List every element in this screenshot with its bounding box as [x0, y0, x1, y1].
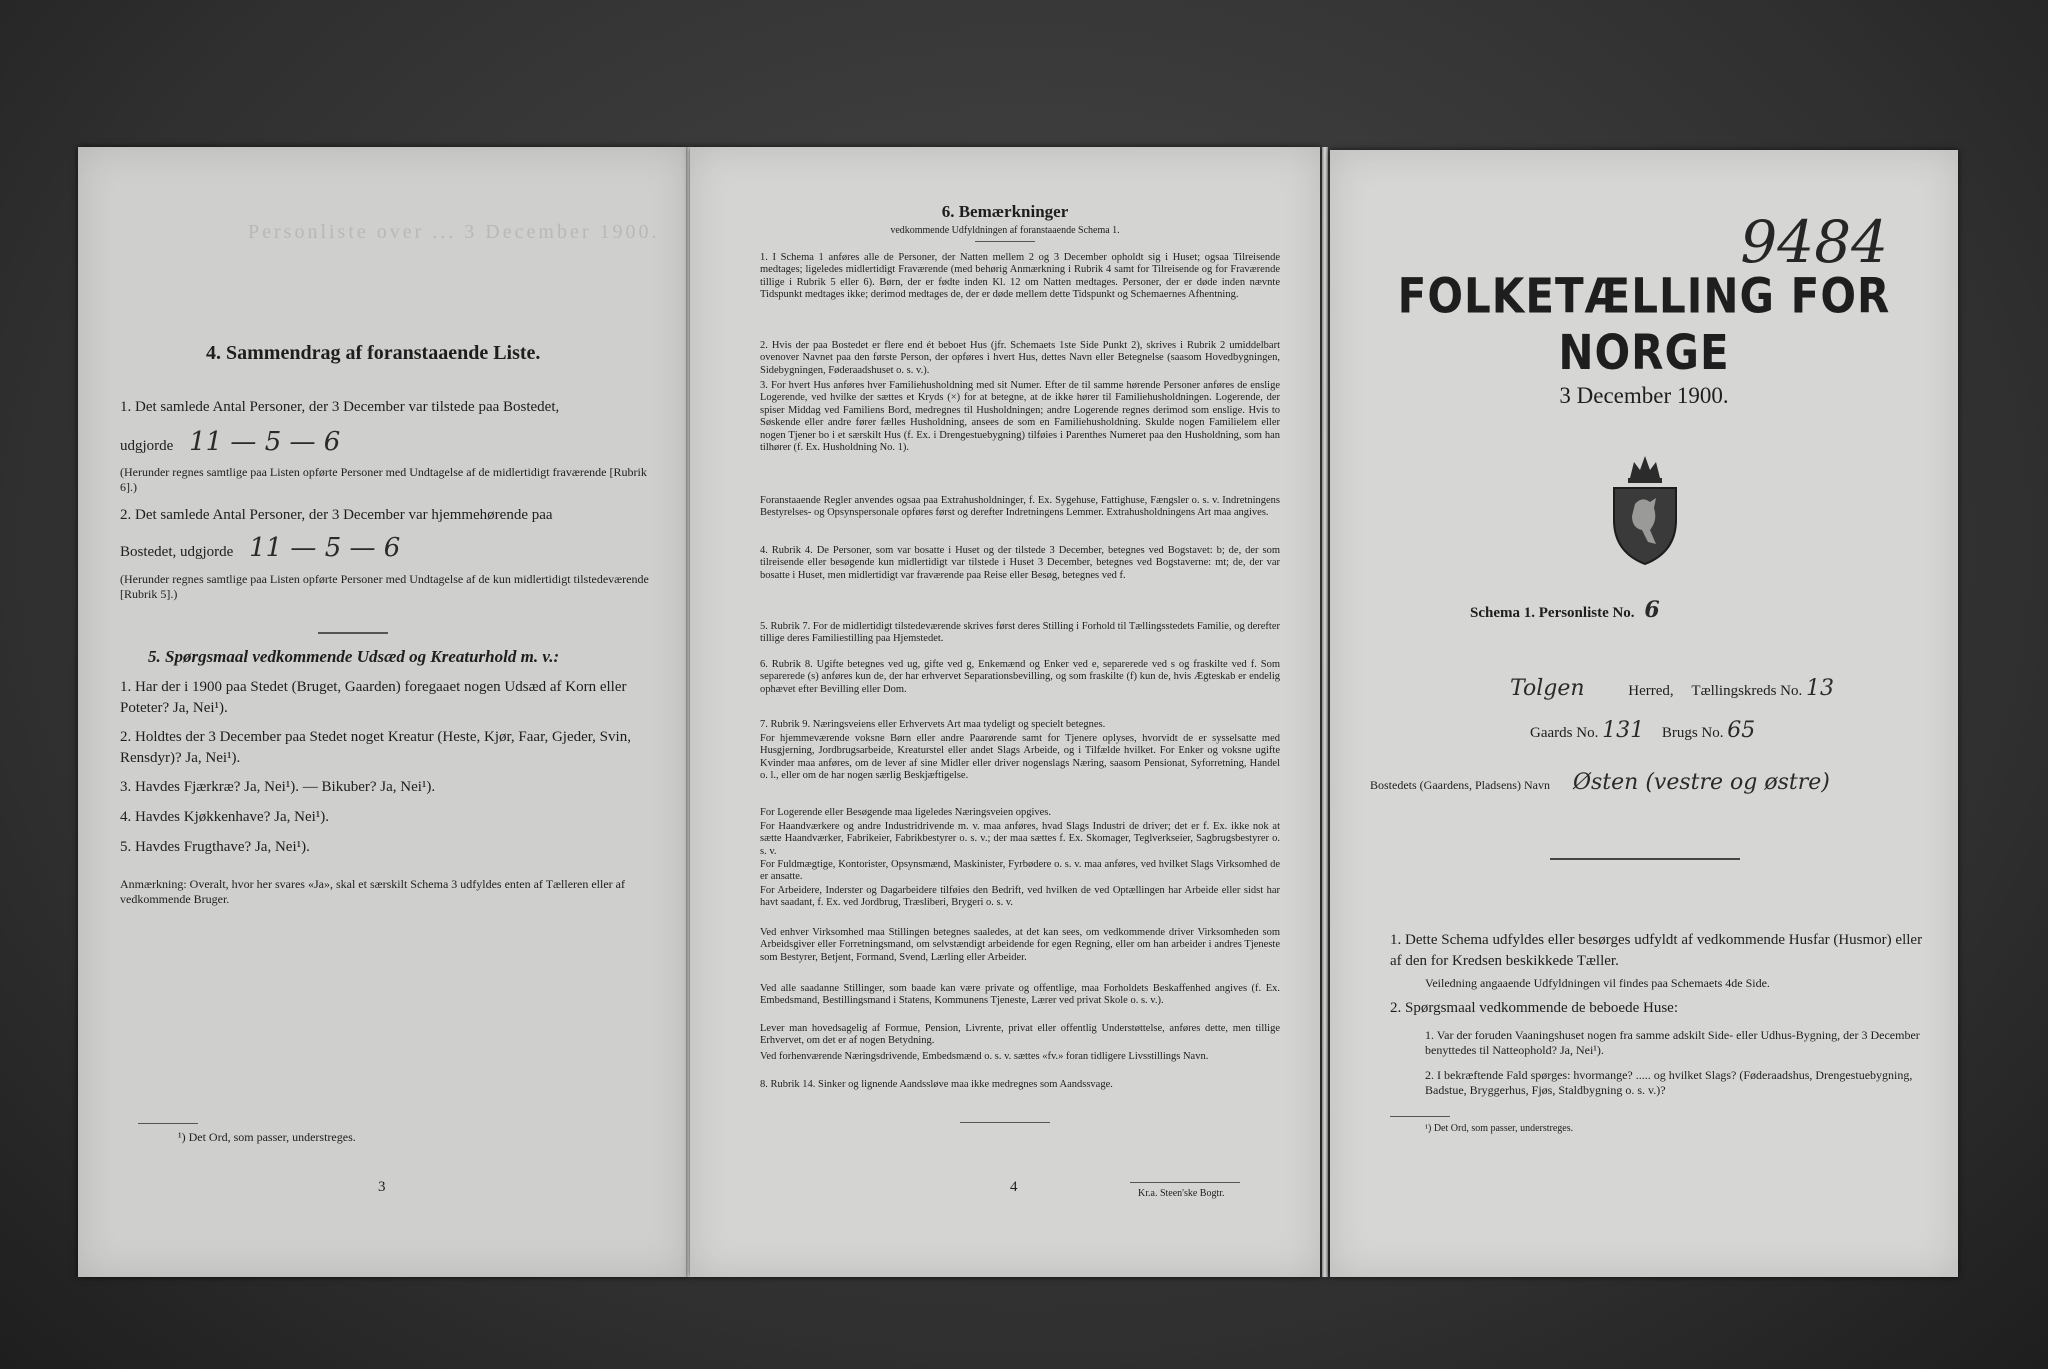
item2-label: Bostedet, udgjorde — [120, 544, 234, 560]
census-title: FOLKETÆLLING FOR NORGE — [1397, 267, 1891, 381]
section4-item1: 1. Det samlede Antal Personer, der 3 December var tilstede paa Bostedet, — [120, 399, 560, 415]
gaards-value: 131 — [1602, 718, 1645, 743]
remark-paragraph: 6. Rubrik 8. Ugifte betegnes ved ug, gifte ved g, Enkemænd og Enker ved e, separerede ved s og fraskilte ved f. Som separerede (s) anføres kun de, der har erhvervet Separationsbevilling, og som fraskilte (f) kun de, hvis Ægteskab er endelig ophævet efter Bevilling eller Dom. — [760, 659, 1280, 695]
instruction-2-q1: 1. Var der foruden Vaaningshuset nogen fra samme adskilt Side- eller Udhus-Bygning, der 3 December benyttedes til Natteophold? Ja, Nei¹). — [1425, 1028, 1920, 1057]
section4-item2: 2. Det samlede Antal Personer, der 3 December var hjemmehørende paa — [120, 507, 553, 523]
section4-title: 4. Sammendrag af foranstaaende Liste. — [206, 342, 541, 364]
section4-item1-note: (Herunder regnes samtlige paa Listen opførte Personer med Undtagelse af de midlertidigt fraværende [Rubrik 6].) — [120, 465, 647, 494]
remark-paragraph: 3. For hvert Hus anføres hver Familiehusholdning med sit Numer. Efter de til samme hørende Personer anføres de enslige Logerende, ved hvilke der sættes et Kryds (×) for at betegne, at de ikke hører til Familiehusholdningen. Logerende, der spiser Middag ved Familiens Bord, medregnes til Husholdningen; andre Logerende regnes derimod som enslige. Hvis to Søskende eller andre fører fælles Husholdning, ansees de som en Familiehusholdning. Skulde nogen Familielem eller nogen Tjener bo i et særskilt Hus (f. Ex. i Drengestuebygning) tilføies i Parenthes Numeret paa den Husholdning, som han tilhører (f. Ex. Husholdning No. 1). — [760, 380, 1280, 454]
divider-rule — [318, 632, 388, 634]
remarks-subtitle: vedkommende Udfyldningen af foranstaaende Schema 1. — [890, 225, 1120, 236]
section5-q3: 3. Havdes Fjærkræ? Ja, Nei¹). — Bikuber? Ja, Nei¹). — [120, 779, 436, 795]
section4-item2-line2 — [120, 533, 650, 563]
schema-number: 6 — [1644, 597, 1660, 623]
title-rule — [975, 241, 1035, 242]
item1-label: udgjorde — [120, 438, 174, 454]
bosted-value: Østen (vestre og østre) — [1572, 770, 1830, 795]
ghost-header-text: Personliste over ... 3 December 1900. — [248, 221, 660, 243]
section5-remark: Anmærkning: Overalt, hvor her svares «Ja», skal et særskilt Schema 3 udfyldes enten af Tælleren eller af vedkommende Bruger. — [120, 877, 625, 906]
brugs-value: 65 — [1727, 718, 1756, 743]
section5-q2: 2. Holdtes der 3 December paa Stedet noget Kreatur (Heste, Kjør, Faar, Gjeder, Svin, Rensdyr)? Ja, Nei¹). — [120, 729, 631, 766]
printer-rule — [1130, 1182, 1240, 1183]
bosted-label: Bostedets (Gaardens, Pladsens) Navn — [1370, 778, 1550, 792]
left-page — [78, 147, 688, 1277]
instruction-2: 2. Spørgsmaal vedkommende de beboede Huse: — [1390, 1000, 1678, 1016]
instruction-1-note: Veiledning angaaende Udfyldningen vil findes paa Schemaets 4de Side. — [1425, 976, 1770, 990]
end-rule — [960, 1122, 1050, 1123]
remarks-title: 6. Bemærkninger — [941, 202, 1069, 221]
ornament-rule — [1550, 858, 1740, 860]
remark-paragraph: 5. Rubrik 7. For de midlertidigt tilstedeværende skrives først deres Stilling i Forhold til Tællingsstedets Familie, og derefter tillige deres Familiestilling paa Hjemstedet. — [760, 621, 1280, 645]
instruction-2-q2: 2. I bekræftende Fald spørges: hvormange? ..... og hvilket Slags? (Føderaadshus, Drengestuebygning, Badstue, Bryggerhus, Fjøs, Staldbygning o. s. v.)? — [1425, 1068, 1913, 1097]
schema-line — [1470, 597, 2010, 624]
section5-q4: 4. Havdes Kjøkkenhave? Ja, Nei¹). — [120, 809, 330, 825]
herred-value: Tolgen — [1510, 676, 1585, 701]
item1-handwritten-values: 11 — 5 — 6 — [189, 427, 341, 457]
right-footnote: ¹) Det Ord, som passer, understreges. — [1425, 1123, 1574, 1134]
section5-title: 5. Spørgsmaal vedkommende Udsæd og Kreaturhold m. v.: — [148, 647, 560, 666]
section4-item2-note: (Herunder regnes samtlige paa Listen opførte Personer med Undtagelse af de kun midlertidigt tilstedeværende [Rubrik 5].) — [120, 572, 649, 601]
remark-paragraph: 2. Hvis der paa Bostedet er flere end ét beboet Hus (jfr. Schemaets 1ste Side Punkt 2), skrives i Rubrik 2 umiddelbart ovenover Navnet paa den første Person, der opføres i hvert Hus, dettes Navn eller Betegnelse (saasom Hovedbygningen, Sidebygningen, Føderaadshuset o. s. v.). — [760, 340, 1280, 376]
remark-paragraph: Foranstaaende Regler anvendes ogsaa paa Extrahusholdninger, f. Ex. Sygehuse, Fattighuse, Fængsler o. s. v. Indretningens Bestyrelses- og Opsynspersonale opføres først og derefter Indretningens Lemmer. Extrahusholdningens Art maa angives. — [760, 495, 1280, 519]
left-page-number: 3 — [378, 1179, 386, 1195]
kreds-value: 13 — [1806, 676, 1835, 701]
left-footnote: ¹) Det Ord, som passer, understreges. — [178, 1130, 356, 1144]
remark-paragraph: For hjemmeværende voksne Børn eller andre Paarørende samt for Tjenere oplyses, hvorvidt de er sysselsatte med Husgjerning, Jordbrugsarbeide, Kreaturstel eller andet Slags Arbeide, og i Tilfælde hvilket. For Enker og voksne ugifte Kvinder maa anføres, om de lever af sine Midler eller driver nogenslags Næring, saasom Pensionat, Syforretning, Handel o. l., eller om de har nogen særlig Beskjæftigelse. — [760, 733, 1280, 782]
remark-paragraph: Lever man hovedsagelig af Formue, Pension, Livrente, privat eller offentlig Understøttelse, anføres dette, men tillige Erhvervet, om det er af nogen Betydning. — [760, 1023, 1280, 1047]
herred-label: Herred, — [1628, 683, 1674, 699]
remark-paragraph: For Arbeidere, Inderster og Dagarbeidere tilføies den Bedrift, ved hvilken de ved Optællingen har Arbeide eller sidst har havt saadant, f. Ex. ved Jordbrug, Træsliberi, Brygeri o. s. v. — [760, 885, 1280, 909]
coat-of-arms-icon — [1600, 450, 1690, 575]
gaards-label: Gaards No. — [1530, 725, 1599, 741]
remark-paragraph: For Haandværkere og andre Industridrivende m. v. maa anføres, hvad Slags Industri de driver; det er f. Ex. ikke nok at sætte Haandværker, Fabrikeier, Fabrikbestyrer o. s. v.; der maa sættes f. Ex. Skomager, Teglverkseier, Sagbrugsbestyrer o. s. v. — [760, 821, 1280, 857]
remark-paragraph: For Fuldmægtige, Kontorister, Opsynsmænd, Maskinister, Fyrbødere o. s. v. maa anføres, ved hvilket Slags Virksomhed de er ansatte. — [760, 859, 1280, 883]
gaards-line — [1390, 720, 1930, 744]
remark-paragraph: 4. Rubrik 4. De Personer, som var bosatte i Huset og der tilstede 3 December, betegnes ved Bogstavet: b; de, der som tilreisende eller besøgende kun midlertidigt var tilstede i Huset 3 December, betegnes ved Bogstaverne: mt; de, der var bosatte i Huset, men midlertidigt var fraværende paa Reise eller Besøg, betegnes ved f. — [760, 545, 1280, 581]
kreds-label: Tællingskreds No. — [1691, 683, 1803, 699]
page-edge — [1322, 147, 1328, 1277]
middle-page — [690, 147, 1320, 1277]
census-date: 3 December 1900. — [1559, 383, 1729, 408]
section5-q1: 1. Har der i 1900 paa Stedet (Bruget, Gaarden) foregaaet nogen Udsæd af Korn eller Poteter? Ja, Nei¹). — [120, 679, 627, 716]
brugs-label: Brugs No. — [1661, 725, 1724, 741]
remark-paragraph: 7. Rubrik 9. Næringsveiens eller Erhvervets Art maa tydeligt og specielt betegnes. — [760, 719, 1106, 730]
schema-label: Schema 1. Personliste No. — [1470, 605, 1635, 621]
remark-paragraph: 8. Rubrik 14. Sinker og lignende Aandssløve maa ikke medregnes som Aandssvage. — [760, 1079, 1113, 1090]
remark-paragraph: Ved alle saadanne Stillinger, som baade kan være private og offentlige, maa Forholdets Beskaffenhed angives (f. Ex. Embedsmand, Bestillingsmand i Statens, Kommunens Tjeneste, Lærer ved privat Skole o. s. v.). — [760, 983, 1280, 1007]
middle-page-number: 4 — [1010, 1179, 1018, 1195]
right-page-cover — [1330, 150, 1958, 1277]
herred-line — [1390, 678, 1930, 702]
remark-paragraph: For Logerende eller Besøgende maa ligeledes Næringsveien opgives. — [760, 807, 1051, 818]
section5-q5: 5. Havdes Frugthave? Ja, Nei¹). — [120, 839, 310, 855]
remark-paragraph: Ved forhenværende Næringsdrivende, Embedsmænd o. s. v. sættes «fv.» foran tidligere Livsstillings Navn. — [760, 1051, 1209, 1062]
bosted-line — [1370, 770, 1910, 795]
remark-paragraph: Ved enhver Virksomhed maa Stillingen betegnes saaledes, at det kan sees, om vedkommende driver Virksomheden som Arbeidsgiver eller Forretningsmand, om selvstændigt arbeidende for egen Regning, eller om han arbeider i andres Tjeneste som Bestyrer, Betjent, Formand, Svend, Lærling eller Arbeider. — [760, 927, 1280, 963]
section4-item1-line2 — [120, 427, 650, 457]
instruction-1: 1. Dette Schema udfyldes eller besørges udfyldt af vedkommende Husfar (Husmor) eller af den for Kredsen beskikkede Tæller. — [1390, 932, 1923, 969]
footnote-rule — [1390, 1116, 1450, 1117]
handwritten-document-number: 9484 — [1740, 208, 1888, 276]
footnote-rule — [138, 1123, 198, 1124]
remark-paragraph: 1. I Schema 1 anføres alle de Personer, der Natten mellem 2 og 3 December opholdt sig i Huset; ogsaa Tilreisende medtages; ligeledes midlertidigt Fraværende (med behørig Anmærkning i Rubrik 4 samt for Tilreisende og for Fraværende tillige i Rubrik 5 eller 6). Børn, der er fødte inden Kl. 12 om Natten medtages. Personer, der er døde inden nævnte Tidspunkt medtages ikke; derimod medtages de, der er døde mellem dette Tidspunkt og Schemaernes Afhentning. — [760, 252, 1280, 301]
item2-handwritten-values: 11 — 5 — 6 — [249, 533, 401, 563]
printer-imprint: Kr.a. Steen'ske Bogtr. — [1138, 1188, 1225, 1199]
